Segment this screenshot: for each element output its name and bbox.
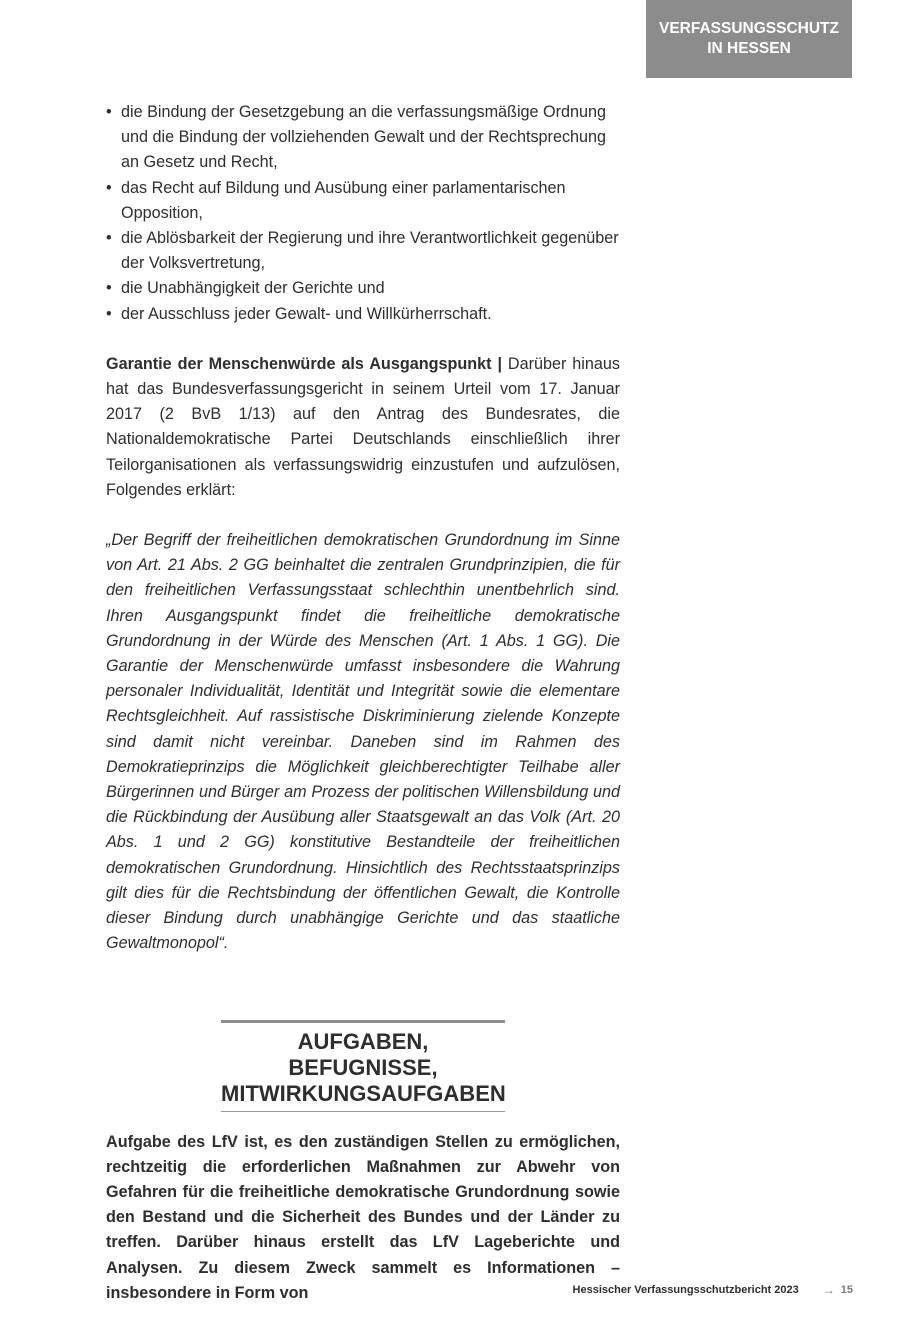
lead-paragraph: Aufgabe des LfV ist, es den zuständigen Stellen zu ermöglichen, rechtzeitig die erforderlichen Maßnahmen zur Abwehr von Gefahren für die freiheitliche demokratische Grundordnung sowie den Bestand und die Sicherheit des Bundes und der Länder zu treffen. Darüber hinaus erstellt das LfV Lageberichte und Analysen. Zu diesem Zweck sammelt es Informationen – insbesondere in Form von	[106, 1132, 620, 1302]
list-item: • die Unabhängigkeit der Gerichte und	[106, 276, 620, 301]
header-tab-line2: IN HESSEN	[707, 40, 791, 57]
list-item: • die Ablösbarkeit der Regierung und ihre Verantwortlichkeit gegenüber der Volksvertretung,	[106, 226, 620, 276]
section-heading-line2: MITWIRKUNGSAUFGABEN	[221, 1080, 506, 1106]
paragraph-text: Darüber hinaus hat das Bundesverfassungsgericht in seinem Urteil vom 17. Januar 2017 (2 BvB 1/13) auf den Antrag des Bundesrates, die Nationaldemokratische Partei Deutschlands einschließlich ihrer Teilorganisationen als verfassungswidrig einzustufen und aufzulösen, Folgendes erklärt:	[106, 354, 620, 499]
section-heading-line1: AUFGABEN, BEFUGNISSE,	[288, 1028, 438, 1080]
header-tab-line1: VERFASSUNGSSCHUTZ	[659, 20, 839, 37]
list-item: • die Bindung der Gesetzgebung an die verfassungsmäßige Ordnung und die Bindung der vollziehenden Gewalt und der Rechtsprechung an Gesetz und Recht,	[106, 100, 620, 176]
page-number: 15	[840, 1284, 853, 1296]
section-heading	[221, 1020, 505, 1112]
main-content	[106, 100, 620, 1306]
header-tab	[646, 0, 852, 78]
list-item: • der Ausschluss jeder Gewalt- und Willkürherrschaft.	[106, 302, 620, 327]
list-item: • das Recht auf Bildung und Ausübung einer parlamentarischen Opposition,	[106, 176, 620, 226]
section-heading-wrap	[106, 1020, 620, 1112]
footer-source: Hessischer Verfassungsschutzbericht 2023	[572, 1284, 799, 1296]
principles-list	[106, 100, 620, 327]
arrow-right-icon: →	[822, 1283, 835, 1297]
menschenwuerde-paragraph	[106, 352, 620, 503]
page-footer	[0, 1280, 853, 1300]
paragraph-lead: Garantie der Menschenwürde als Ausgangspunkt |	[106, 354, 502, 373]
court-quote: „Der Begriff der freiheitlichen demokratischen Grundordnung im Sinne von Art. 21 Abs. 2 GG beinhaltet die zentralen Grundprinzipien, die für den freiheitlichen Verfassungsstaat schlechthin unentbehrlich sind. Ihren Ausgangspunkt findet die freiheitliche demokratische Grundordnung in der Würde des Menschen (Art. 1 Abs. 1 GG). Die Garantie der Menschenwürde umfasst insbesondere die Wahrung personaler Individualität, Identität und Integrität sowie die elementare Rechtsgleichheit. Auf rassistische Diskriminierung zielende Konzepte sind damit nicht vereinbar. Daneben sind im Rahmen des Demokratieprinzips die Möglichkeit gleichberechtigter Teilhabe aller Bürgerinnen und Bürger am Prozess der politischen Willensbildung und die Rückbindung der Ausübung aller Staatsgewalt an das Volk (Art. 20 Abs. 1 und 2 GG) konstitutive Bestandteile der freiheitlichen demokratischen Grundordnung. Hinsichtlich des Rechtsstaatsprinzips gilt dies für die Rechtsbindung der öffentlichen Gewalt, die Kontrolle dieser Bindung durch unabhängige Gerichte und das staatliche Gewaltmonopol“.	[106, 531, 620, 953]
